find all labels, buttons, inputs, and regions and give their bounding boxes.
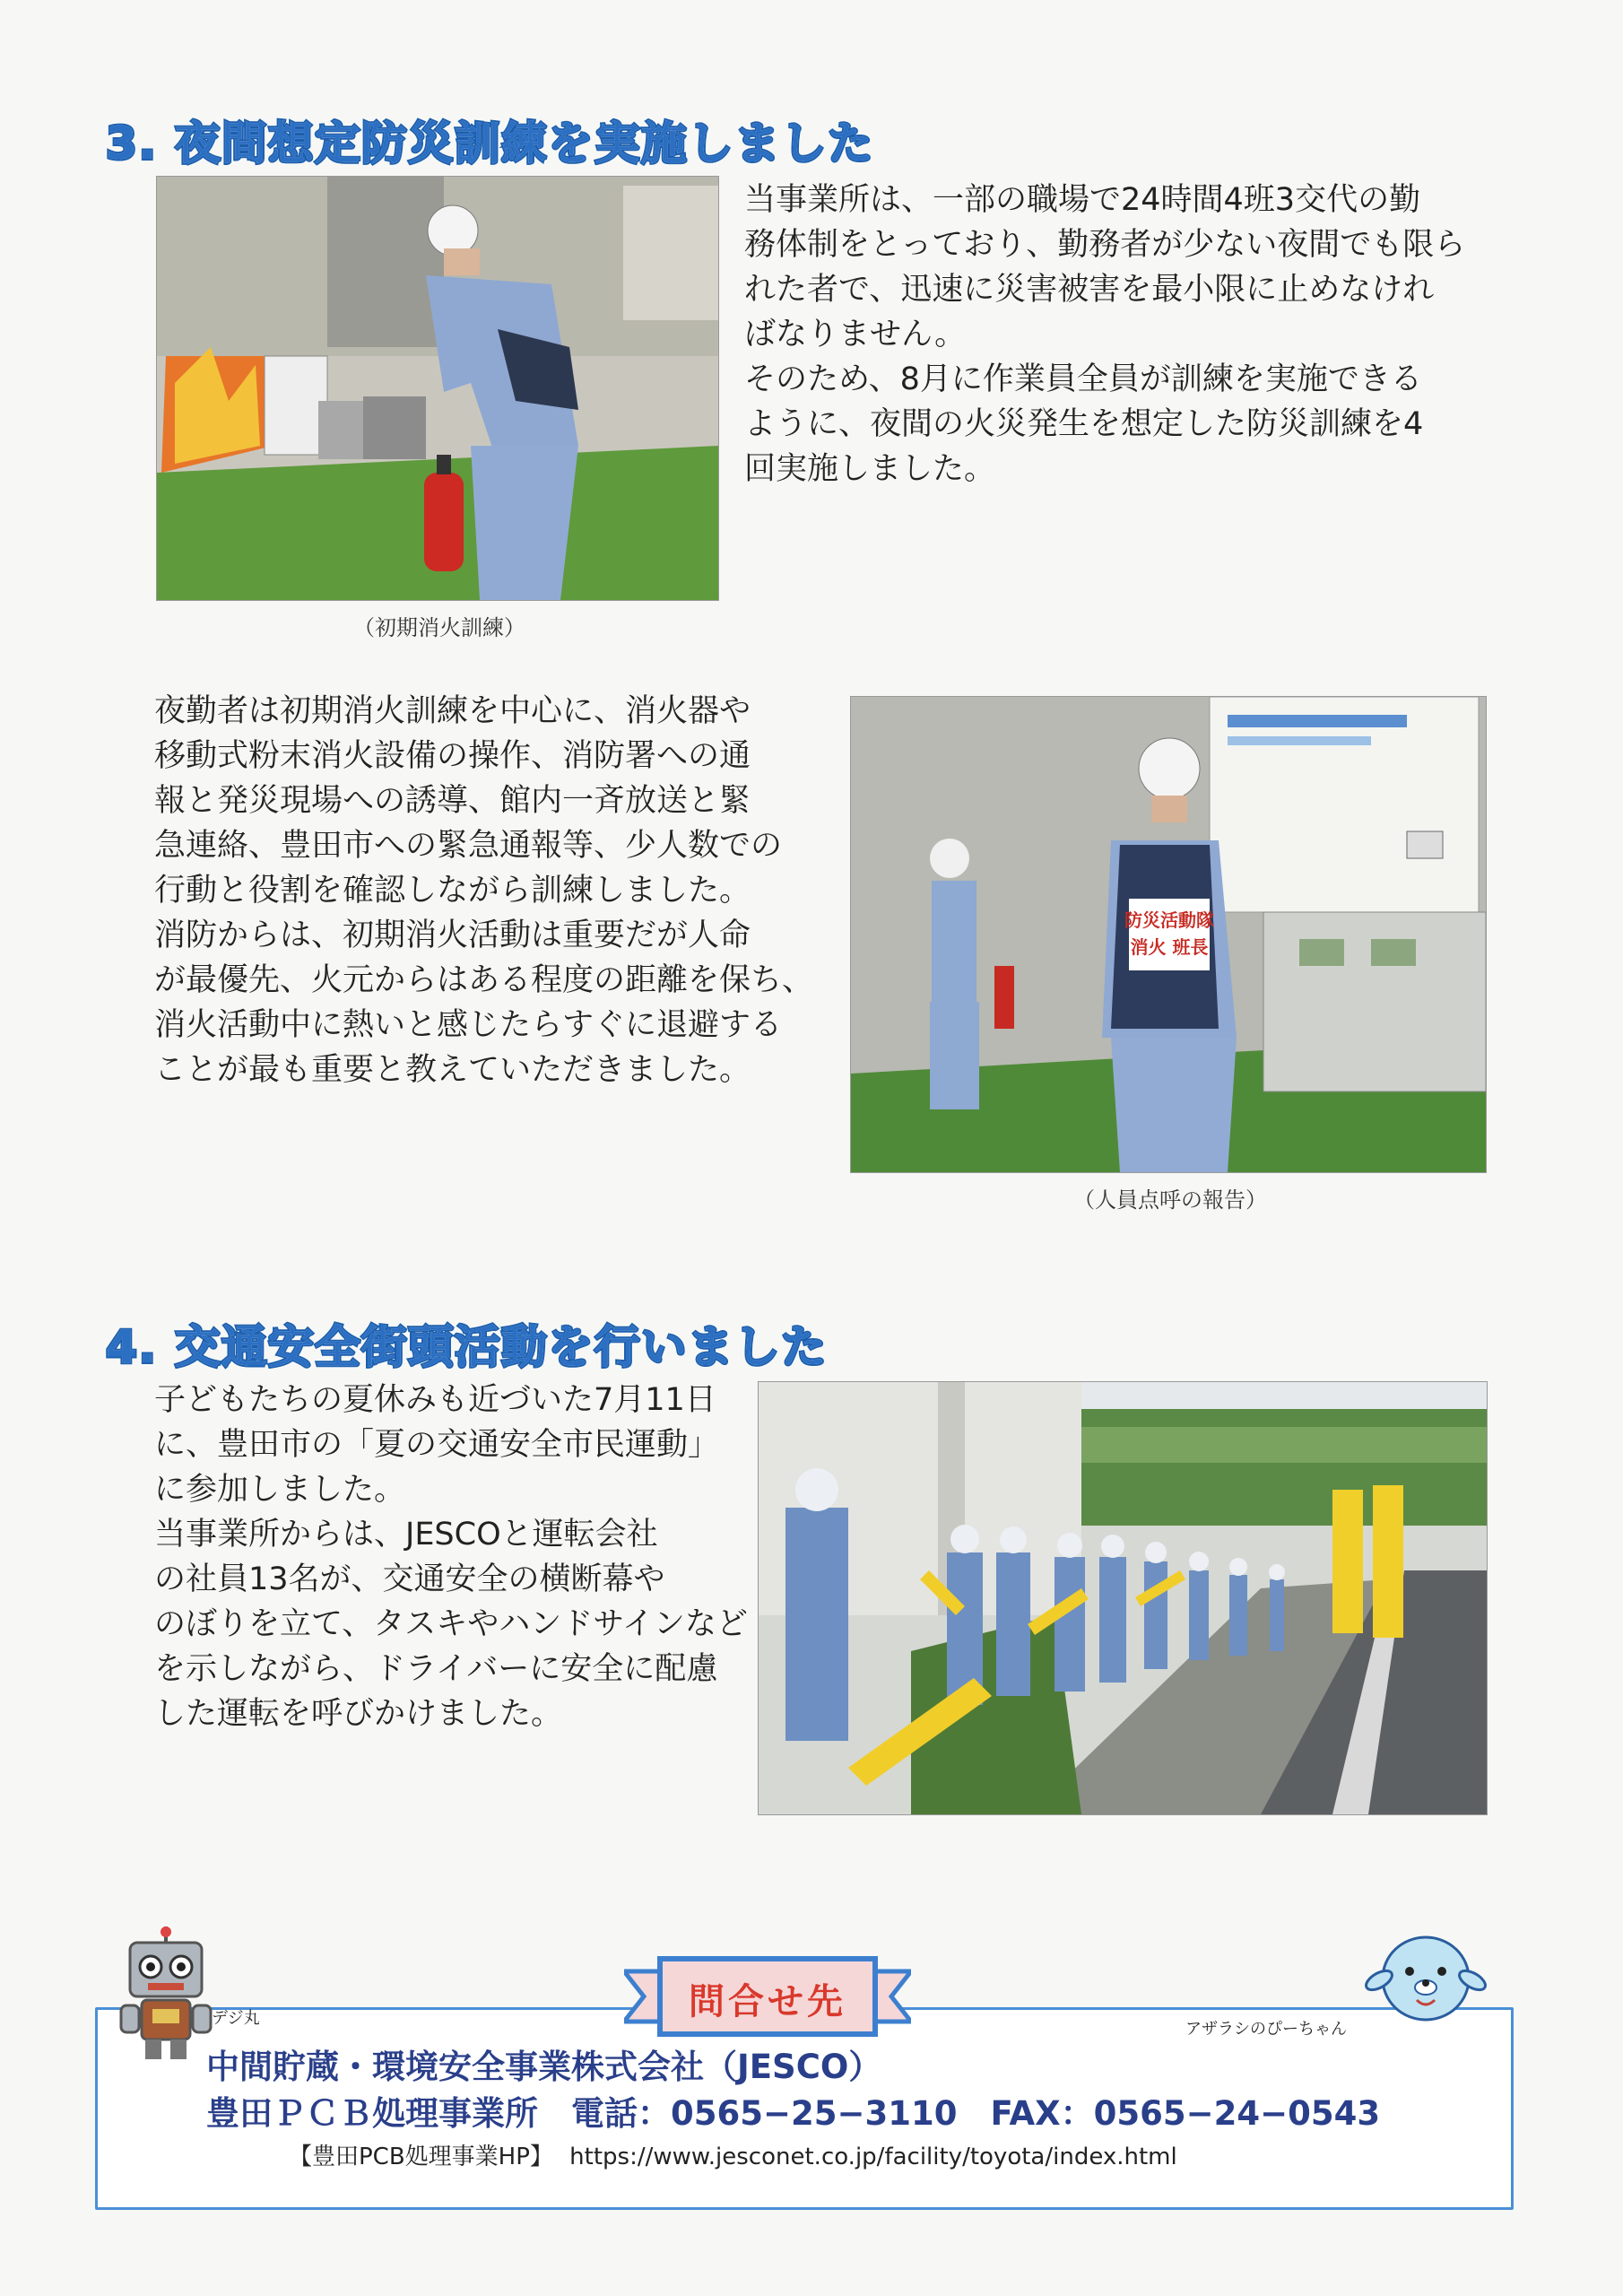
vest-label-line1: 防災活動隊 [1124,909,1214,931]
robot-mascot-icon [117,1926,215,2061]
text-line: 移動式粉末消火設備の操作、消防署への通 [154,738,751,774]
text-line: 急連絡、豊田市への緊急通報等、少人数での [154,828,783,864]
hp-label: 【豊田PCB処理事業HP】 [289,2144,553,2170]
text-line: の社員13名が、交通安全の横断幕や [154,1561,665,1597]
text-line: れた者で、迅速に災害被害を最小限に止めなけれ [744,272,1435,308]
company-name: 中間貯蔵・環境安全事業株式会社（JESCO） [206,2048,882,2086]
text-line: 消火活動中に熱いと感じたらすぐに退避する [154,1007,783,1043]
text-line: 当事業所は、一部の職場で24時間4班3交代の勤 [744,182,1421,218]
section3-intro-text [744,178,1533,491]
text-line: した運転を呼びかけました。 [154,1696,563,1732]
text-line: に参加しました。 [154,1472,406,1508]
robot-label: デジ丸 [212,2009,260,2028]
text-line: のぼりを立て、タスキやハンドサインなど [154,1606,748,1642]
photo-fire-extinguisher-training [156,176,719,601]
text-line: に、豊田市の「夏の交通安全市民運動」 [154,1427,720,1463]
section4-heading: 4. 交通安全街頭活動を行いました [106,1321,829,1373]
text-line: 子どもたちの夏休みも近づいた7月11日 [154,1382,716,1418]
text-line: そのため、8月に作業員全員が訓練を実施できる [744,361,1422,397]
photo-roll-call-report [850,696,1487,1173]
vest-label-line2: 消火 班長 [1130,936,1209,958]
section3-detail-text [154,689,836,1092]
photo-traffic-safety-activity [758,1381,1488,1815]
text-line: 行動と役割を確認しながら訓練しました。 [154,873,751,909]
photo2-caption: （人員点呼の報告） [1073,1187,1267,1213]
hp-line [289,2138,1177,2171]
text-line: 夜勤者は初期消火訓練を中心に、消火器や [154,693,751,729]
seal-mascot-icon [1363,1926,1488,2030]
text-line: 回実施しました。 [744,451,996,487]
contact-banner [624,1952,911,2041]
text-line: 報と発災現場への誘導、館内一斉放送と緊 [154,783,751,819]
contact-banner-label: 問合せ先 [689,1981,846,2022]
text-line: を示しながら、ドライバーに安全に配慮 [154,1651,718,1687]
section3-heading: 3. 夜間想定防災訓練を実施しました [106,117,875,170]
text-line: ように、夜間の火災発生を想定した防災訓練を4 [744,406,1424,442]
text-line: ばなりません。 [744,317,967,352]
seal-label: アザラシのぴーちゃん [1185,2020,1347,2039]
photo1-caption: （初期消火訓練） [353,615,525,640]
hp-url-link[interactable]: https://www.jesconet.co.jp/facility/toyota/index.html [569,2144,1177,2170]
text-line: ことが最も重要と教えていただきました。 [154,1052,751,1088]
text-line: 務体制をとっており、勤務者が少ない夜間でも限ら [744,227,1466,263]
text-line: が最優先、火元からはある程度の距離を保ち、 [154,962,814,998]
text-line: 当事業所からは、JESCOと運転会社 [154,1517,658,1552]
office-phone-fax: 豊田ＰＣＢ処理事業所 電話：0565−25−3110 FAX：0565−24−0543 [206,2094,1381,2133]
section4-text [154,1378,773,1736]
text-line: 消防からは、初期消火活動は重要だが人命 [154,918,751,953]
